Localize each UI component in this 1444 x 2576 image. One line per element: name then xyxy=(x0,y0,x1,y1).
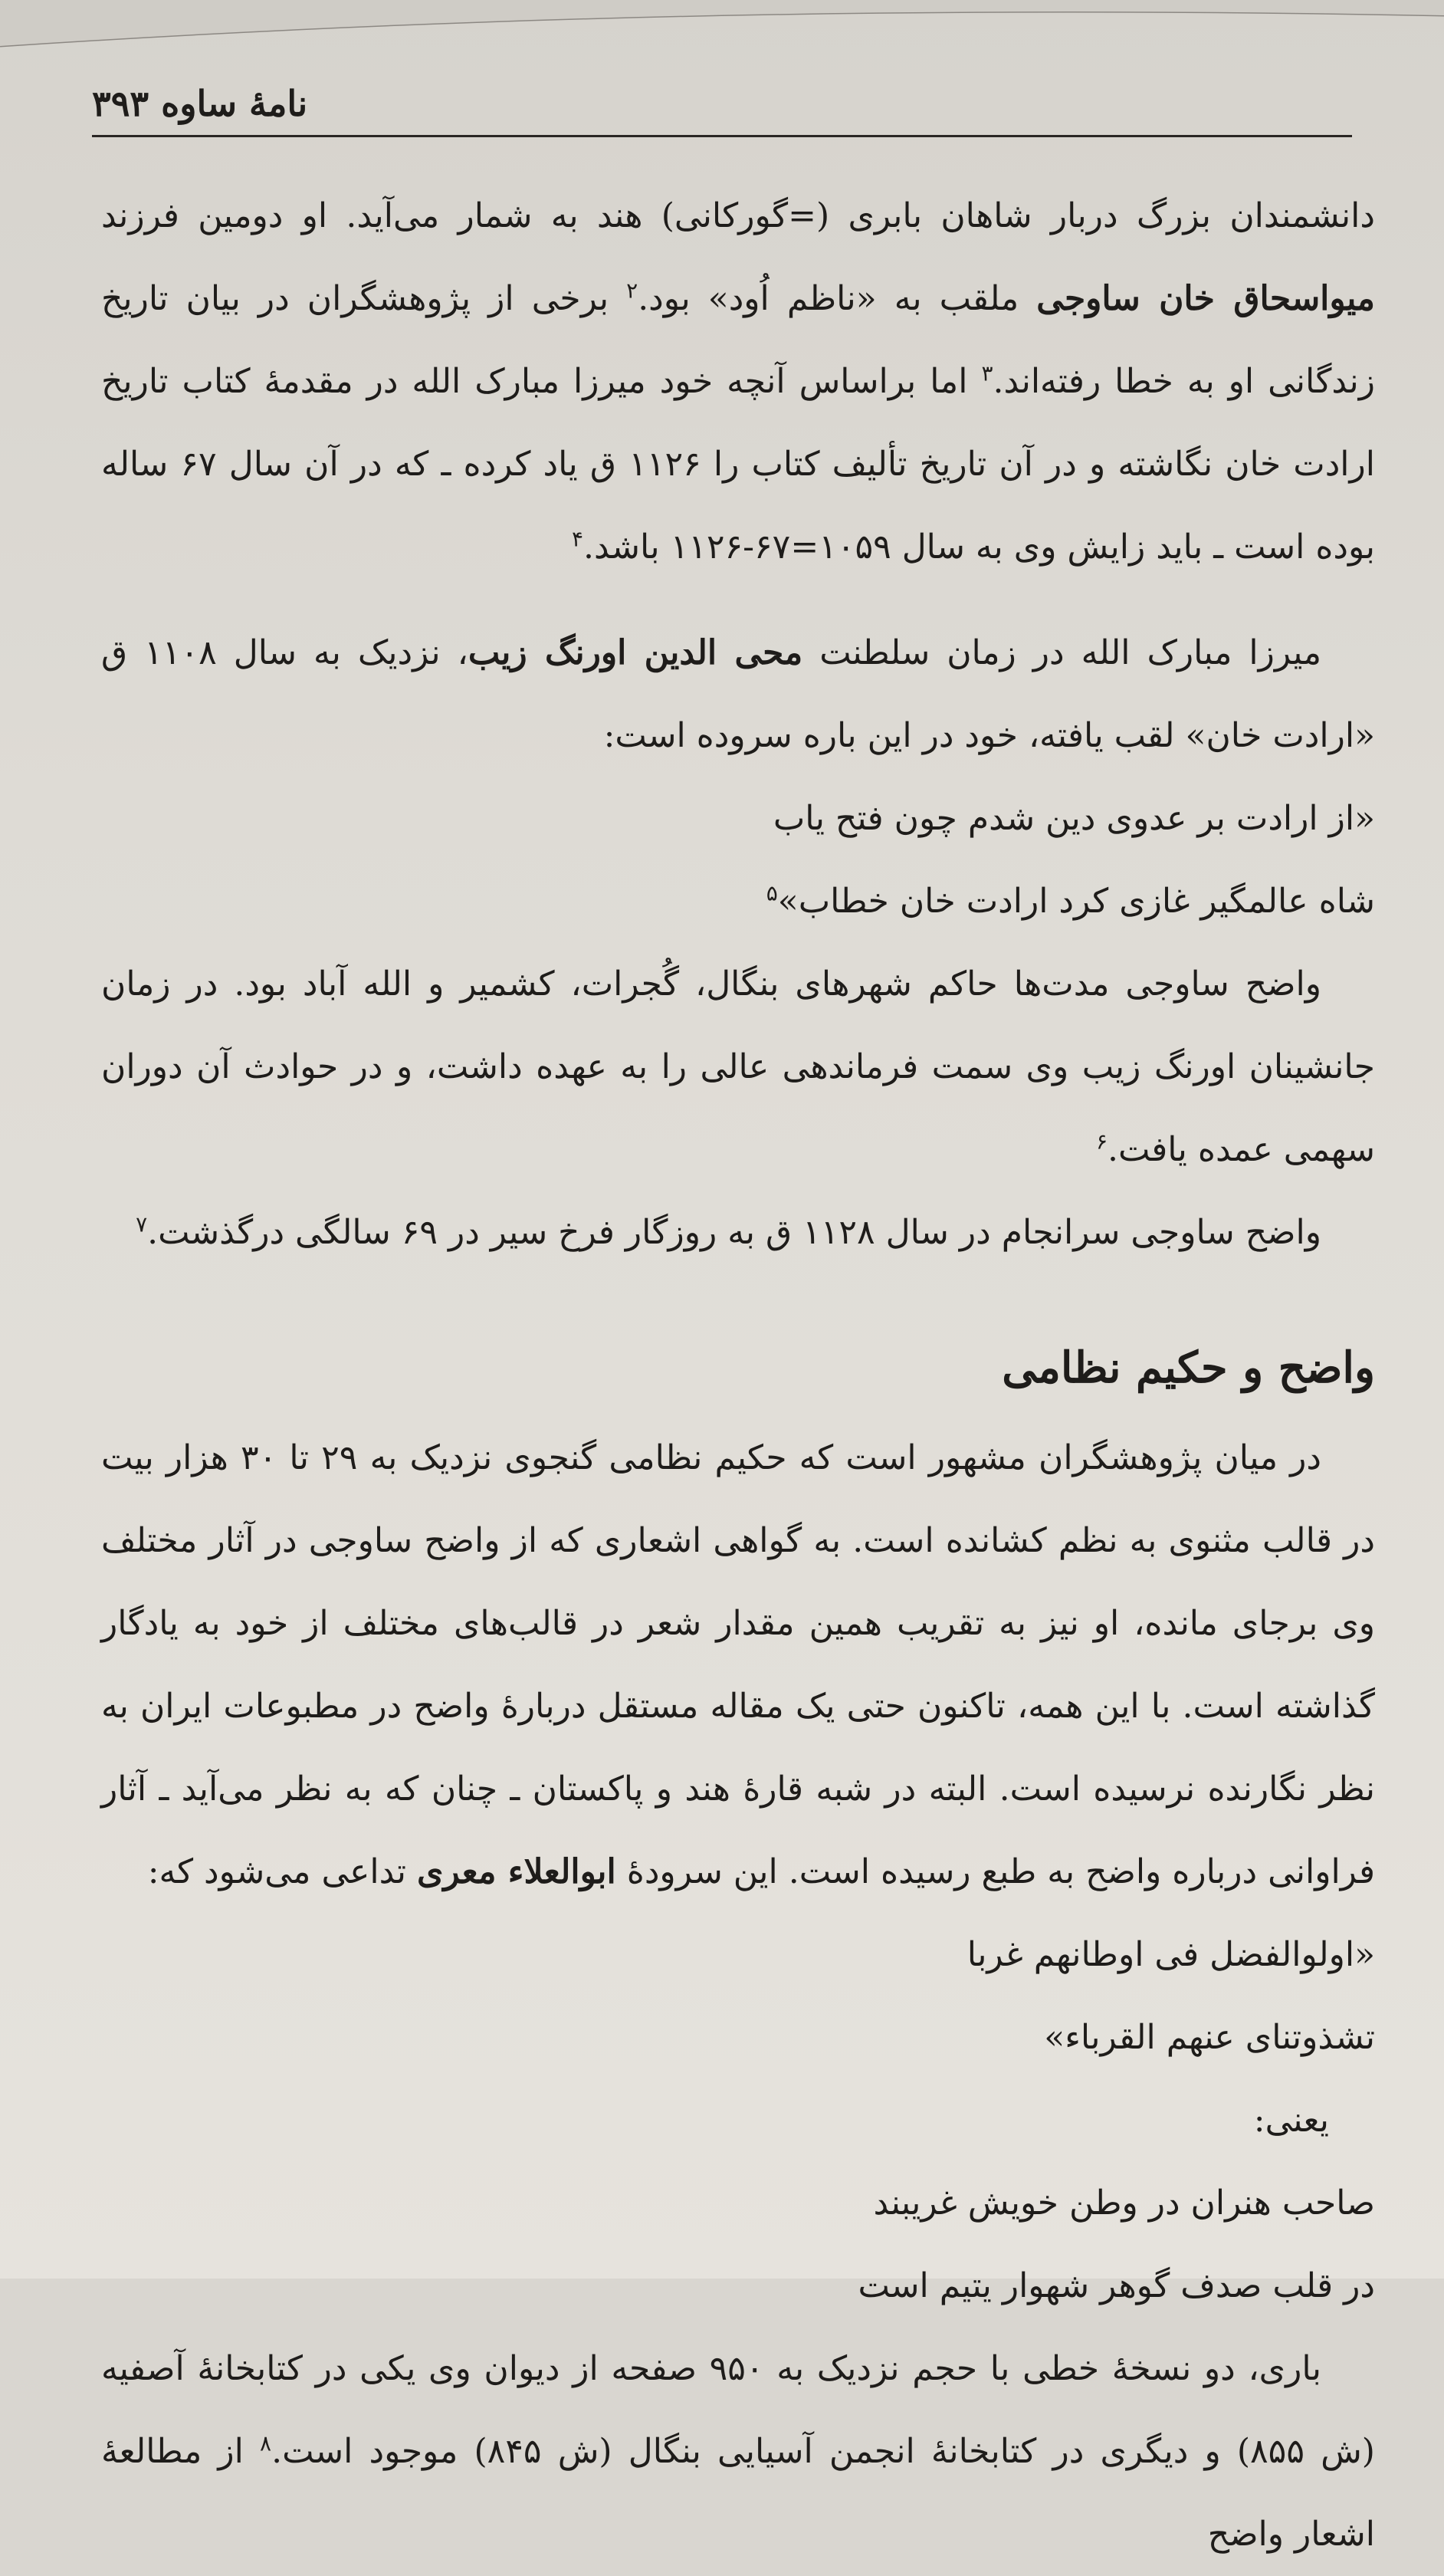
footnote-marker: ۵ xyxy=(766,880,778,906)
verse-line xyxy=(101,777,1375,860)
text-run: ، نزدیک به سال ۱۱۰۸ ق «ارادت خان» لقب یافته، خود در این باره سروده است: xyxy=(101,633,1375,755)
page-curl-edge xyxy=(0,0,1444,92)
footnote-marker: ۲ xyxy=(626,278,638,304)
paragraph xyxy=(101,2328,1375,2576)
paragraph xyxy=(101,612,1375,777)
footnote-marker: ۴ xyxy=(572,526,584,552)
text-run: ملقب به «ناظم اُود» بود. xyxy=(638,279,1037,318)
footnote-marker: ۳ xyxy=(981,360,993,386)
paragraph-gap xyxy=(101,589,1375,612)
text-run: واضح ساوجی سرانجام در سال ۱۱۲۸ ق به روزگار فرخ سیر در ۶۹ سالگی درگذشت. xyxy=(147,1213,1321,1252)
text-run: صاحب هنران در وطن خویش غریبند xyxy=(873,2183,1375,2223)
footnote-marker: ۷ xyxy=(136,1211,148,1237)
paragraph xyxy=(101,1191,1375,1274)
verse-line xyxy=(101,2245,1375,2328)
text-run: یعنی: xyxy=(1253,2101,1329,2140)
bold-name: محی الدین اورنگ زیب xyxy=(468,633,803,672)
text-run: در قلب صدف گوهر شهوار یتیم است xyxy=(858,2266,1375,2305)
bold-name: میواسحاق خان ساوجی xyxy=(1036,279,1375,318)
running-header: نامهٔ ساوه ۳۹۳ xyxy=(92,83,308,124)
text-run: «از ارادت بر عدوی دین شدم چون فتح یاب xyxy=(773,799,1375,838)
footnote-marker: ۸ xyxy=(260,2430,272,2456)
text-run: برخی از پژوهشگران در بیان تاریخ زندگانی او به خطا رفته‌اند. xyxy=(101,279,1375,401)
text-run: «اولوالفضل فی اوطانهم غربا xyxy=(966,1935,1375,1974)
section-heading xyxy=(101,1326,1375,1409)
text-run: تشذوتنای عنهم القرباء» xyxy=(1044,2018,1375,2057)
verse-line xyxy=(101,1914,1375,1996)
text-run: شاه عالمگیر غازی کرد ارادت خان خطاب» xyxy=(777,882,1375,921)
verse-line xyxy=(101,2162,1375,2245)
text-run: اما براساس آنچه خود میرزا مبارک الله در مقدمهٔ کتاب تاریخ ارادت خان نگاشته و در آن تاریخ تألیف کتاب را ۱۱۲۶ ق یاد کرده ـ که در آن سال ۶۷ ساله بوده است ـ باید زایش وی به سال ۱۰۵۹=۶۷-۱۱۲۶ باشد. xyxy=(101,362,1375,567)
text-run: تداعی می‌شود که: xyxy=(147,1852,417,1891)
paragraph xyxy=(101,175,1375,589)
footnote-marker: ۶ xyxy=(1096,1129,1108,1155)
text-run: در میان پژوهشگران مشهور است که حکیم نظامی گنجوی نزدیک به ۲۹ تا ۳۰ هزار بیت در قالب مثنوی به نظم کشانده است. به گواهی اشعاری که از واضح ساوجی در آثار مختلف وی برجای مانده، او نیز به تقریب همین مقدار شعر در قالب‌های مختلف از خود به یادگار گذاشته است. با این همه، تاکنون حتی یک مقاله مستقل دربارهٔ واضح در مطبوعات ایران به نظر نگارنده نرسیده است. البته در شبه قارهٔ هند و پاکستان ـ چنان که به نظر می‌آید ـ آثار فراوانی درباره واضح به طبع رسیده است. این سرودهٔ xyxy=(101,1438,1375,1891)
bold-name: ابوالعلاء معری xyxy=(416,1852,616,1891)
text-run: واضح و حکیم نظامی xyxy=(1002,1342,1375,1393)
verse-line xyxy=(101,1996,1375,2079)
text-run: از مطالعهٔ اشعار واضح xyxy=(101,2432,1375,2554)
text-run: واضح ساوجی مدت‌ها حاکم شهرهای بنگال، گُجرات، کشمیر و الله آباد بود. در زمان جانشینان اورنگ زیب وی سمت فرماندهی عالی را به عهده داشت، و در حوادث آن دوران سهمی عمده یافت. xyxy=(101,964,1375,1169)
text-run: میرزا مبارک الله در زمان سلطنت xyxy=(802,633,1322,672)
verse-intro xyxy=(101,2079,1375,2162)
page-body xyxy=(101,175,1375,2576)
paragraph xyxy=(101,943,1375,1191)
paragraph xyxy=(101,1417,1375,1914)
verse-line xyxy=(101,860,1375,943)
header-rule xyxy=(92,135,1352,137)
text-run: باری، دو نسخهٔ خطی با حجم نزدیک به ۹۵۰ صفحه از دیوان وی یکی در کتابخانهٔ آصفیه (ش ۸۵۵) و دیگری در کتابخانهٔ انجمن آسیایی بنگال (ش ۸۴۵) موجود است. xyxy=(101,2349,1375,2471)
text-run: دانشمندان بزرگ دربار شاهان بابری (=گورکانی) هند به شمار می‌آید. او دومین فرزند xyxy=(101,196,1375,235)
